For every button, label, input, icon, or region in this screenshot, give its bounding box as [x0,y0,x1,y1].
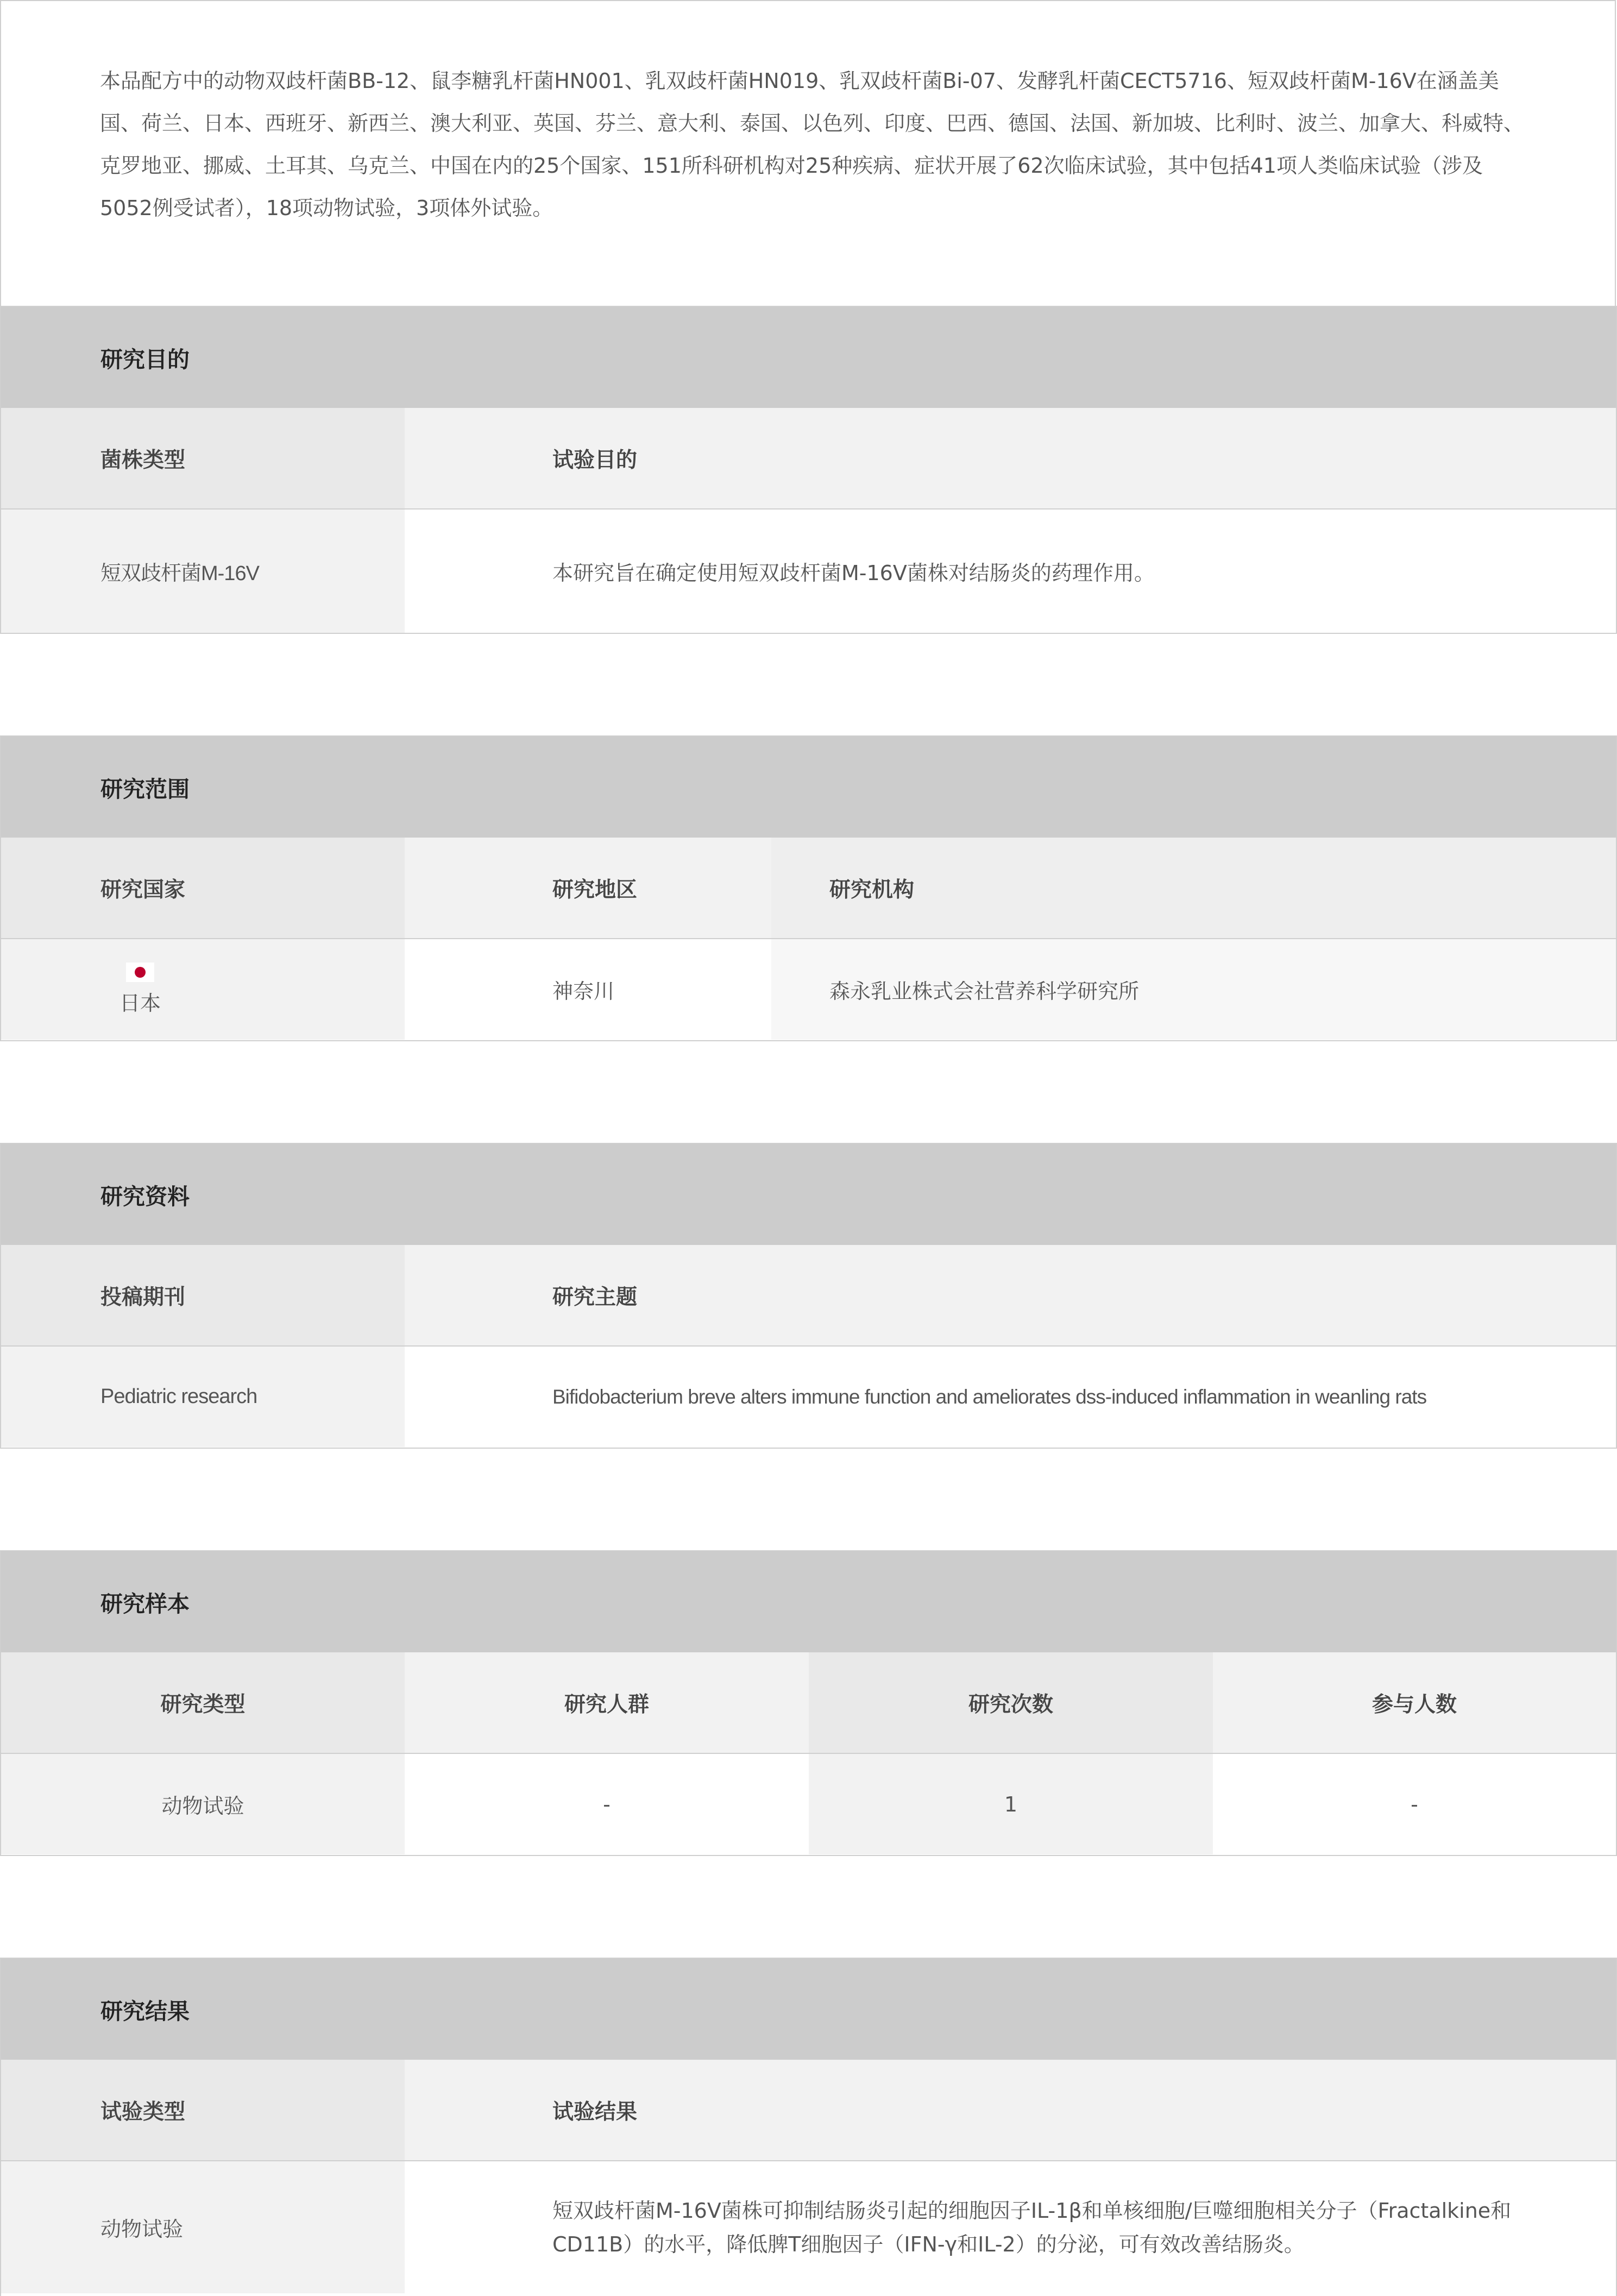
materials-data-row [1,1347,1616,1447]
scope-header-country: 研究国家 [1,838,405,938]
purpose-header-row [1,408,1616,509]
sample-data-row [1,1754,1616,1854]
scope-data-row [1,939,1616,1040]
sample-header-count: 研究次数 [809,1652,1213,1753]
country-badge [119,963,161,1016]
purpose-data-row [1,509,1616,633]
scope-title: 研究范围 [1,737,1616,838]
materials-section [0,1143,1617,1449]
japan-flag-icon [126,963,154,982]
intro-text: 本品配方中的动物双歧杆菌BB-12、鼠李糖乳杆菌HN001、乳双歧杆菌HN019、乳双歧杆菌Bi-07、发酵乳杆菌CECT5716、短双歧杆菌M-16V在涵盖美国、荷兰、日本、西班牙、新西兰、澳大利亚、英国、芬兰、意大利、泰国、以色列、印度、巴西、德国、法国、新加坡、比利时、波兰、加拿大、科威特、克罗地亚、挪威、土耳其、乌克兰、中国在内的25个国家、151所科研机构对25种疾病、症状开展了62次临床试验，其中包括41项人类临床试验（涉及5052例受试者），18项动物试验，3项体外试验。 [100,69,1525,220]
scope-country-cell [1,939,405,1040]
scope-region-cell: 神奈川 [405,939,771,1040]
intro-panel [0,0,1616,306]
results-header-row [1,2060,1616,2161]
sample-title: 研究样本 [1,1551,1616,1652]
sample-header-type: 研究类型 [1,1652,405,1753]
sample-participants-cell: - [1213,1754,1616,1854]
materials-topic-cell: Bifidobacterium breve alters immune function and ameliorates dss-induced inflammation in weanling rats [405,1347,1616,1447]
results-header-result: 试验结果 [405,2060,1616,2160]
scope-section [0,735,1617,1041]
results-type-cell: 动物试验 [1,2161,405,2293]
scope-header-row [1,838,1616,939]
materials-journal-cell: Pediatric research [1,1347,405,1447]
sample-header-row [1,1652,1616,1754]
sample-population-cell: - [405,1754,809,1854]
materials-header-journal: 投稿期刊 [1,1245,405,1345]
sample-header-participants: 参与人数 [1213,1652,1616,1753]
results-data-row [1,2161,1616,2293]
purpose-strain-cell: 短双歧杆菌M-16V [1,509,405,633]
materials-title: 研究资料 [1,1144,1616,1245]
results-result-cell: 短双歧杆菌M-16V菌株可抑制结肠炎引起的细胞因子IL-1β和单核细胞/巨噬细胞相关分子（Fractalkine和CD11B）的水平，降低脾T细胞因子（IFN-γ和IL-2）的分泌，可有效改善结肠炎。 [405,2161,1616,2293]
purpose-header-aim: 试验目的 [405,408,1616,508]
purpose-header-strain: 菌株类型 [1,408,405,508]
sample-section [0,1550,1617,1856]
materials-header-row [1,1245,1616,1347]
results-section [0,1958,1617,2296]
materials-header-topic: 研究主题 [405,1245,1616,1345]
sample-header-population: 研究人群 [405,1652,809,1753]
results-title: 研究结果 [1,1959,1616,2060]
purpose-title: 研究目的 [1,307,1616,408]
results-header-type: 试验类型 [1,2060,405,2160]
scope-header-region: 研究地区 [405,838,771,938]
scope-institution-cell: 森永乳业株式会社营养科学研究所 [771,939,1616,1040]
purpose-aim-cell: 本研究旨在确定使用短双歧杆菌M-16V菌株对结肠炎的药理作用。 [405,509,1616,633]
sample-count-cell: 1 [809,1754,1213,1854]
scope-header-institution: 研究机构 [771,838,1616,938]
scope-country-label: 日本 [119,991,161,1015]
purpose-section [0,306,1617,634]
sample-type-cell: 动物试验 [1,1754,405,1854]
